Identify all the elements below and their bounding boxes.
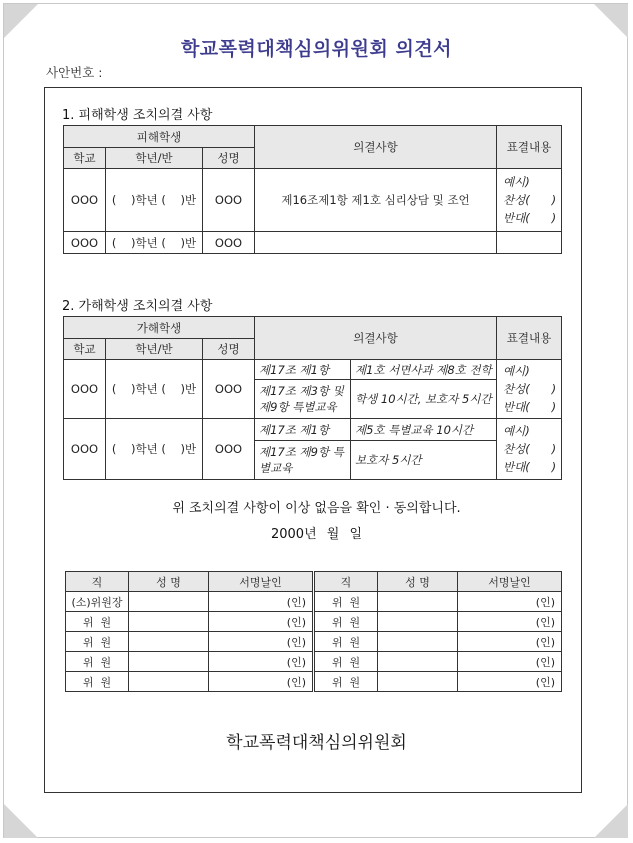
- vote-cell: [497, 169, 562, 232]
- offender-group-header: 가해학생: [64, 317, 255, 339]
- member-title: 위 원: [66, 672, 129, 692]
- name-cell: OOO: [203, 360, 255, 419]
- member-title: 위 원: [315, 612, 378, 632]
- victim-heading: 1. 피해학생 조치의결 사항: [62, 108, 213, 123]
- seal-field[interactable]: (인): [209, 632, 313, 652]
- date-line: 2000년 월 일: [270, 527, 363, 542]
- school-cell: OOO: [64, 232, 106, 254]
- member-title: 위 원: [315, 632, 378, 652]
- seal-field[interactable]: (인): [458, 612, 562, 632]
- clause-cell: 제17조 제3항 및 제9항 특별교육: [255, 380, 351, 419]
- seal-field[interactable]: (인): [458, 652, 562, 672]
- name-cell: OOO: [203, 169, 255, 232]
- vote-for: 찬성( ): [503, 382, 557, 396]
- offender-col-grade: 학년/반: [106, 339, 203, 360]
- clause-cell: 제17조 제1항: [255, 419, 351, 441]
- measure-cell: 제1호 서면사과 제8호 전학: [351, 360, 497, 380]
- corner-decoration: [594, 4, 628, 38]
- offender-col-vote: 표결내용: [497, 317, 562, 360]
- victim-col-decision: 의결사항: [255, 126, 497, 169]
- measure-cell: 제5호 특별교육 10시간: [351, 419, 497, 441]
- sig-col-name: 성 명: [129, 572, 209, 592]
- sig-col-name: 성 명: [378, 572, 458, 592]
- offender-col-school: 학교: [64, 339, 106, 360]
- table-row: [64, 419, 562, 441]
- vote-cell: [497, 419, 562, 480]
- sig-col-title: 직: [66, 572, 129, 592]
- member-title: 위 원: [66, 652, 129, 672]
- sig-col-sign: 서명날인: [209, 572, 313, 592]
- table-row: [66, 672, 313, 692]
- member-name-field[interactable]: [129, 652, 209, 672]
- school-cell: OOO: [64, 360, 106, 419]
- member-name-field[interactable]: [129, 632, 209, 652]
- victim-col-vote: 표결내용: [497, 126, 562, 169]
- vote-example: 예시): [503, 364, 530, 378]
- sig-col-sign: 서명날인: [458, 572, 562, 592]
- decision-cell: 제16조제1항 제1호 심리상담 및 조언: [255, 169, 497, 232]
- signature-table-left: [65, 571, 313, 692]
- school-cell: OOO: [64, 169, 106, 232]
- table-row: [66, 592, 313, 612]
- vote-against: 반대( ): [503, 211, 557, 225]
- corner-decoration: [4, 804, 38, 838]
- seal-field[interactable]: (인): [458, 592, 562, 612]
- member-name-field[interactable]: [129, 612, 209, 632]
- vote-example: 예시): [503, 175, 530, 189]
- signature-table-right: [314, 571, 562, 692]
- grade-cell: ( )학년 ( )반: [106, 360, 203, 419]
- decision-cell: [255, 232, 497, 254]
- confirmation-text: 위 조치의결 사항이 이상 없음을 확인 · 동의합니다.: [172, 501, 461, 516]
- committee-name: 학교폭력대책심의위원회: [226, 733, 407, 753]
- member-title: 위 원: [66, 612, 129, 632]
- vote-for: 찬성( ): [503, 193, 557, 207]
- clause-cell: 제17조 제9항 특별교육: [255, 441, 351, 480]
- table-row: [315, 652, 562, 672]
- member-name-field[interactable]: [378, 652, 458, 672]
- vote-for: 찬성( ): [503, 442, 557, 456]
- school-cell: OOO: [64, 419, 106, 480]
- corner-decoration: [594, 804, 628, 838]
- table-row: [66, 632, 313, 652]
- vote-example: 예시): [503, 424, 530, 438]
- victim-col-school: 학교: [64, 148, 106, 169]
- member-name-field[interactable]: [378, 672, 458, 692]
- table-row: [66, 612, 313, 632]
- name-cell: OOO: [203, 419, 255, 480]
- member-name-field[interactable]: [129, 592, 209, 612]
- vote-cell: [497, 360, 562, 419]
- grade-cell: ( )학년 ( )반: [106, 419, 203, 480]
- member-name-field[interactable]: [129, 672, 209, 692]
- name-cell: OOO: [203, 232, 255, 254]
- clause-cell: 제17조 제1항: [255, 360, 351, 380]
- document-title: 학교폭력대책심의위원회 의견서: [180, 38, 453, 60]
- vote-against: 반대( ): [503, 400, 557, 414]
- seal-field[interactable]: (인): [458, 632, 562, 652]
- table-row: [315, 612, 562, 632]
- corner-decoration: [4, 4, 38, 38]
- victim-col-grade: 학년/반: [106, 148, 203, 169]
- victim-group-header: 피해학생: [64, 126, 255, 148]
- table-row: [315, 632, 562, 652]
- member-name-field[interactable]: [378, 612, 458, 632]
- case-number-label: 사안번호 :: [46, 65, 103, 80]
- victim-table: [63, 125, 562, 254]
- member-title: 위 원: [315, 592, 378, 612]
- vote-cell: [497, 232, 562, 254]
- vote-against: 반대( ): [503, 460, 557, 474]
- grade-cell: ( )학년 ( )반: [106, 232, 203, 254]
- table-row: [64, 232, 562, 254]
- offender-col-name: 성명: [203, 339, 255, 360]
- member-title: (소)위원장: [66, 592, 129, 612]
- table-row: [66, 652, 313, 672]
- seal-field[interactable]: (인): [209, 612, 313, 632]
- sig-col-title: 직: [315, 572, 378, 592]
- seal-field[interactable]: (인): [209, 592, 313, 612]
- measure-cell: 학생 10시간, 보호자 5시간: [351, 380, 497, 419]
- offender-table: [63, 316, 562, 480]
- member-name-field[interactable]: [378, 632, 458, 652]
- member-title: 위 원: [315, 652, 378, 672]
- seal-field[interactable]: (인): [209, 672, 313, 692]
- offender-heading: 2. 가해학생 조치의결 사항: [62, 299, 213, 314]
- seal-field[interactable]: (인): [458, 672, 562, 692]
- table-row: [64, 360, 562, 380]
- seal-field[interactable]: (인): [209, 652, 313, 672]
- grade-cell: ( )학년 ( )반: [106, 169, 203, 232]
- victim-col-name: 성명: [203, 148, 255, 169]
- table-row: [315, 592, 562, 612]
- member-title: 위 원: [315, 672, 378, 692]
- table-row: [315, 672, 562, 692]
- member-name-field[interactable]: [378, 592, 458, 612]
- measure-cell: 보호자 5시간: [351, 441, 497, 480]
- offender-col-decision: 의결사항: [255, 317, 497, 360]
- member-title: 위 원: [66, 632, 129, 652]
- table-row: [64, 169, 562, 232]
